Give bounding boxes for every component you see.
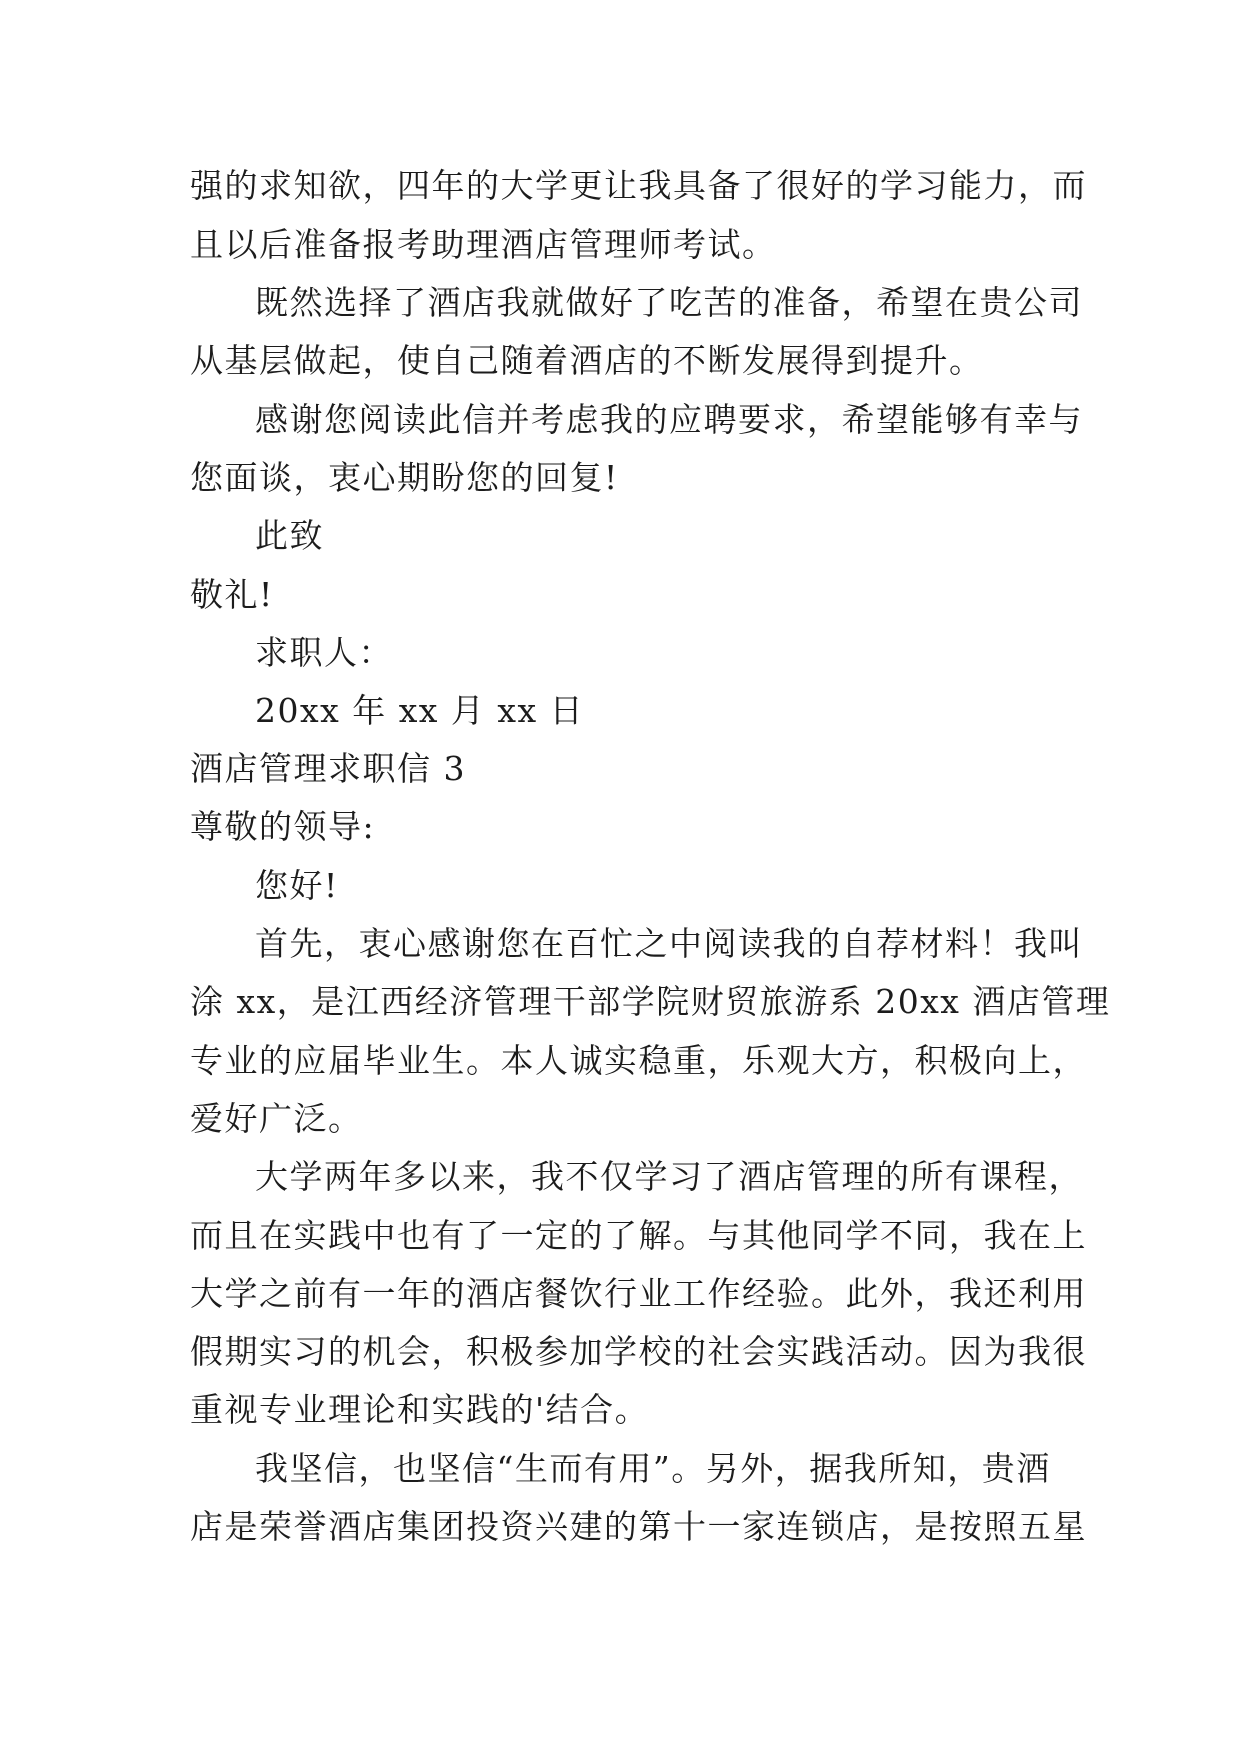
text-line: 店是荣誉酒店集团投资兴建的第十一家连锁店，是按照五星 bbox=[190, 1507, 1087, 1546]
closing-salute: 敬礼! bbox=[190, 575, 274, 614]
text-line: 假期实习的机会，积极参加学校的社会实践活动。因为我很 bbox=[190, 1332, 1087, 1371]
text-line: 您面谈，衷心期盼您的回复! bbox=[190, 458, 619, 497]
text-line: 大学之前有一年的酒店餐饮行业工作经验。此外，我还利用 bbox=[190, 1274, 1087, 1313]
text-line: 重视专业理论和实践的'结合。 bbox=[190, 1390, 650, 1429]
text-line: 且以后准备报考助理酒店管理师考试。 bbox=[190, 225, 777, 264]
salutation: 尊敬的领导: bbox=[190, 807, 376, 846]
closing-line: 此致 bbox=[255, 516, 324, 555]
text-line: 强的求知欲，四年的大学更让我具备了很好的学习能力，而 bbox=[190, 166, 1087, 205]
signature-label: 求职人： bbox=[255, 633, 393, 672]
text-line: 专业的应届毕业生。本人诚实稳重，乐观大方，积极向上， bbox=[190, 1041, 1087, 1080]
greeting: 您好! bbox=[255, 866, 339, 905]
section-title: 酒店管理求职信 3 bbox=[190, 749, 466, 788]
text-line: 既然选择了酒店我就做好了吃苦的准备，希望在贵公司 bbox=[255, 283, 1083, 322]
text-line: 感谢您阅读此信并考虑我的应聘要求，希望能够有幸与 bbox=[255, 400, 1083, 439]
text-line: 涂 xx，是江西经济管理干部学院财贸旅游系 20xx 酒店管理 bbox=[190, 982, 1111, 1021]
date-line: 20xx 年 xx 月 xx 日 bbox=[255, 691, 585, 730]
text-line: 而且在实践中也有了一定的了解。与其他同学不同，我在上 bbox=[190, 1216, 1087, 1255]
text-line: 我坚信，也坚信“生而有用”。另外，据我所知，贵酒 bbox=[255, 1449, 1051, 1488]
text-line: 大学两年多以来，我不仅学习了酒店管理的所有课程， bbox=[255, 1157, 1083, 1196]
text-line: 爱好广泛。 bbox=[190, 1099, 363, 1138]
text-line: 从基层做起，使自己随着酒店的不断发展得到提升。 bbox=[190, 341, 984, 380]
text-line: 首先，衷心感谢您在百忙之中阅读我的自荐材料！我叫 bbox=[255, 924, 1083, 963]
